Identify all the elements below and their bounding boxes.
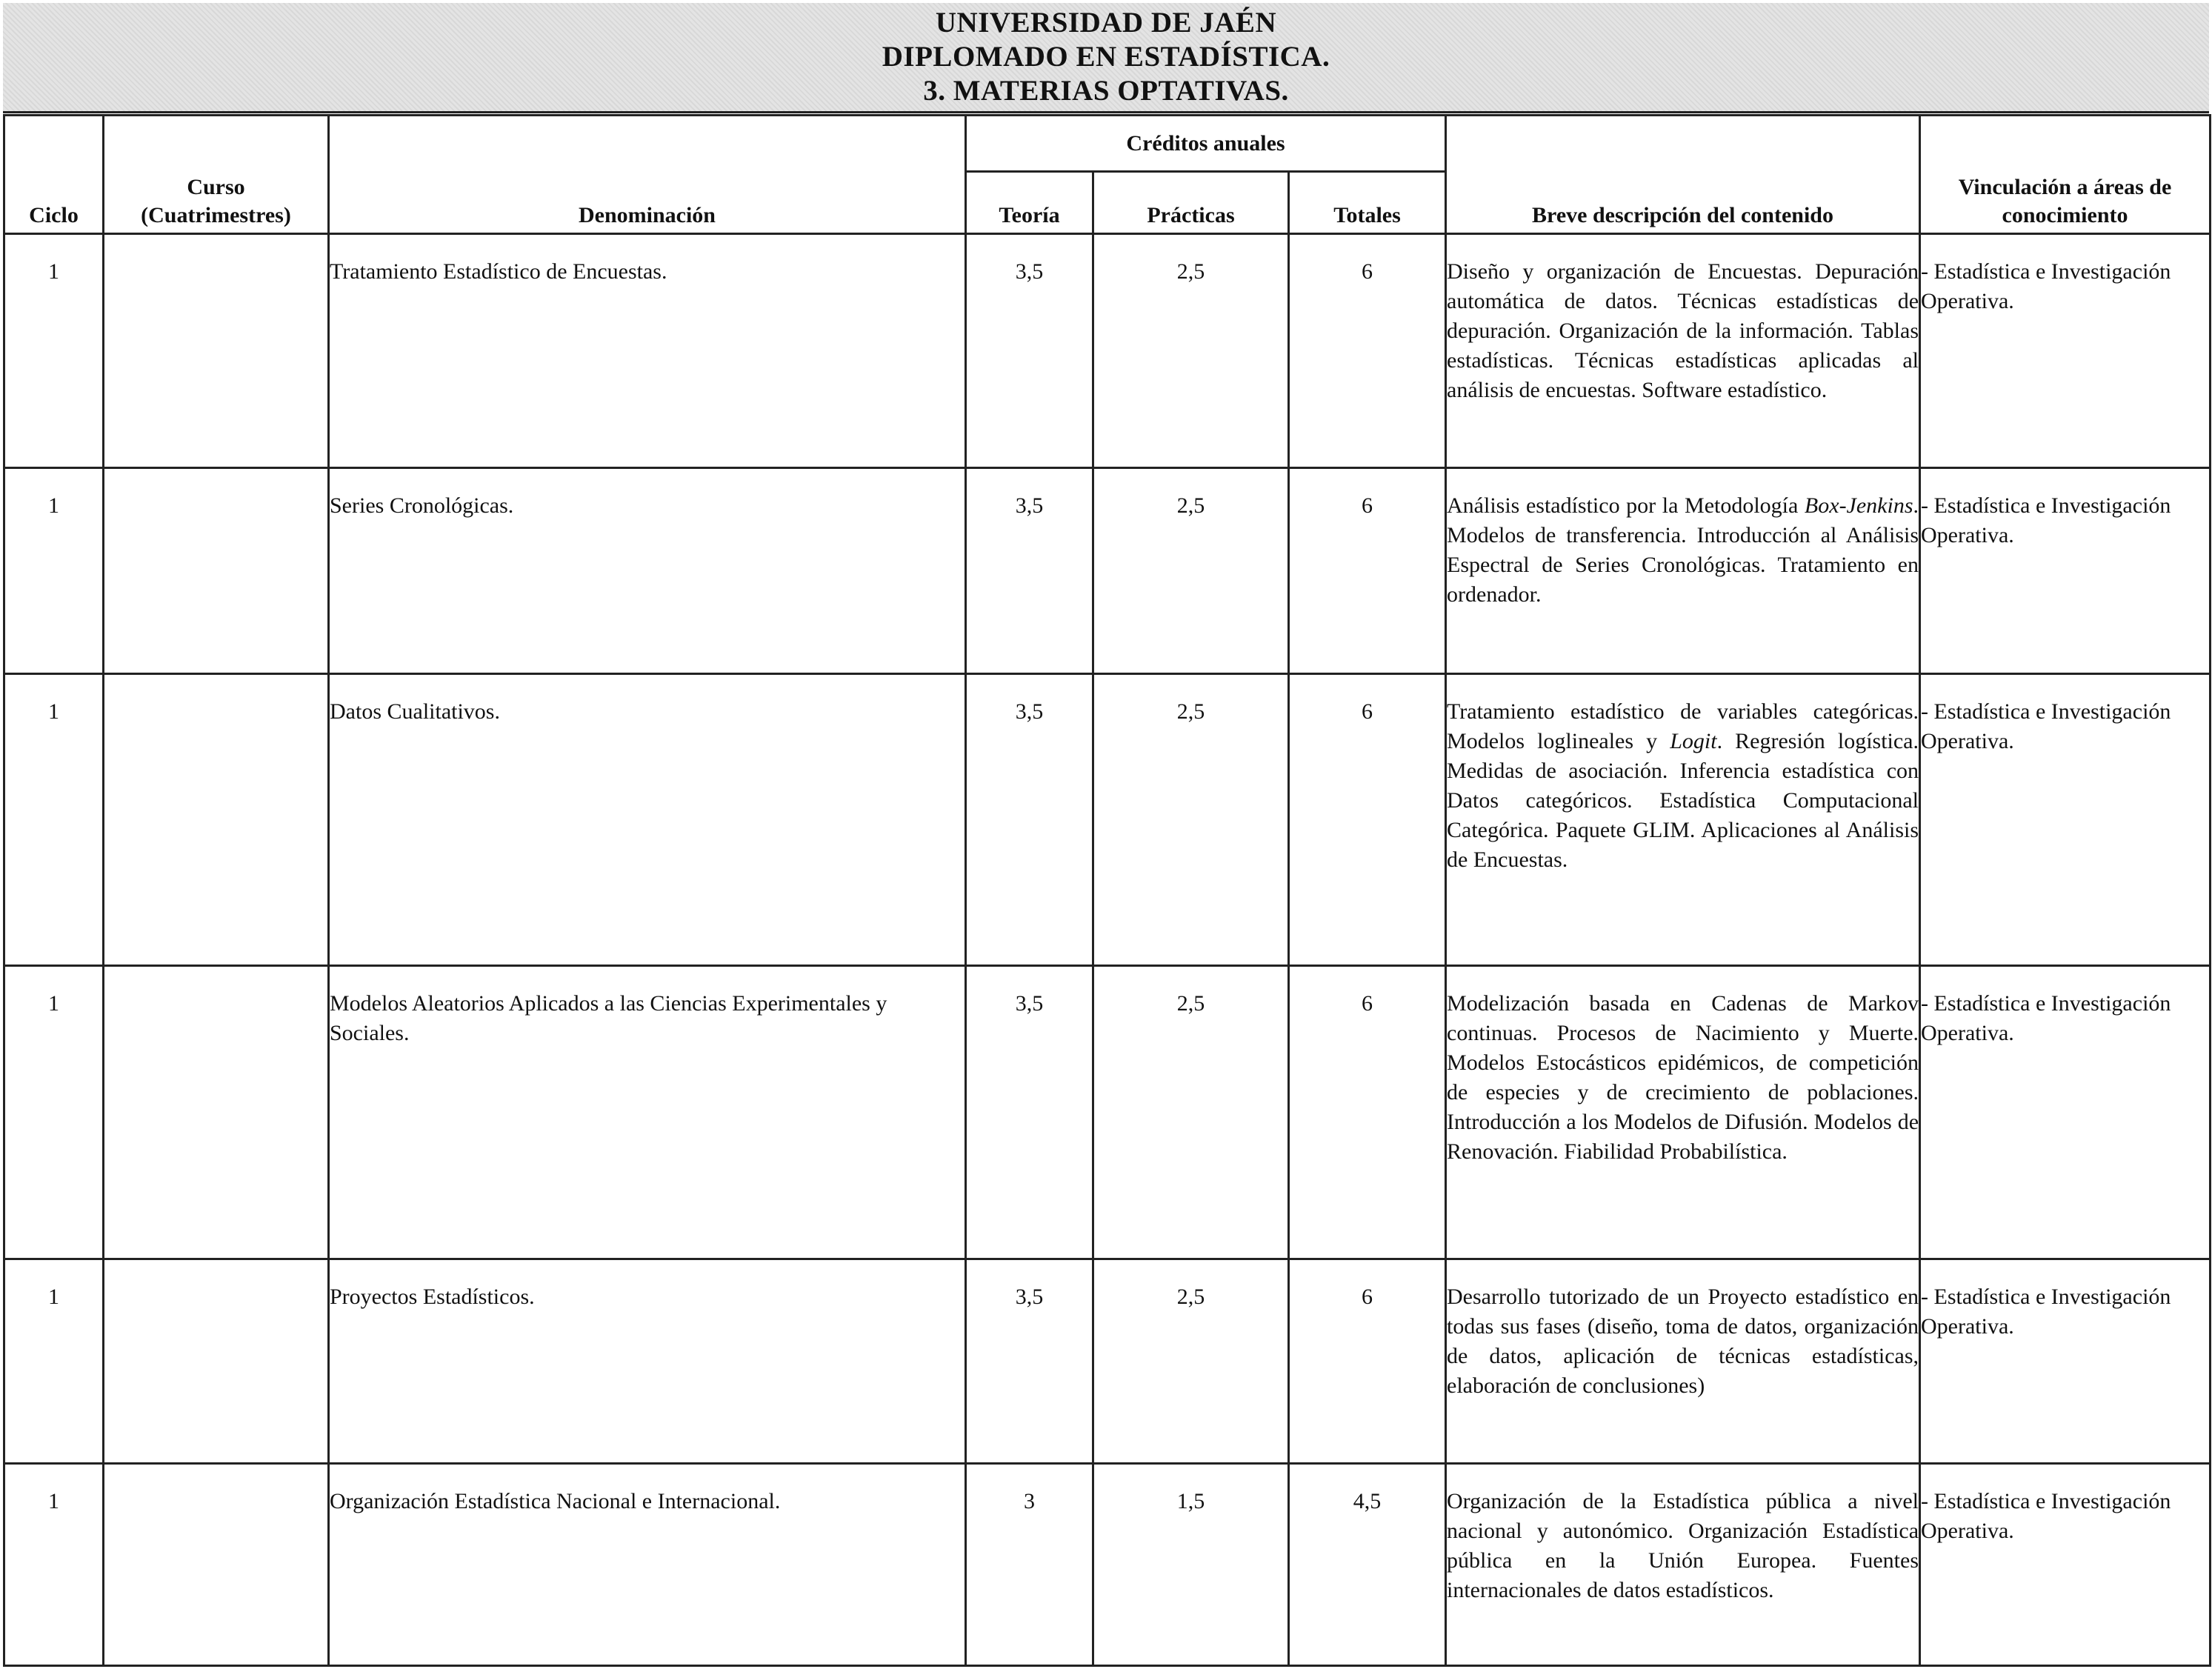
cell-totales: 6: [1289, 468, 1446, 674]
table-row: [4, 966, 2211, 1259]
cell-ciclo: 1: [4, 1259, 104, 1464]
cell-ciclo: 1: [4, 1464, 104, 1666]
cell-area: - Estadística e Investigación Operativa.: [1920, 1464, 2211, 1666]
cell-denominacion: Modelos Aleatorios Aplicados a las Ciencias Experimentales y Sociales.: [329, 966, 966, 1259]
cell-practicas: 2,5: [1093, 234, 1289, 468]
cell-teoria: 3,5: [966, 234, 1093, 468]
cell-practicas: 2,5: [1093, 1259, 1289, 1464]
cell-curso: [104, 234, 329, 468]
cell-descripcion: Modelización basada en Cadenas de Markov continuas. Procesos de Nacimiento y Muerte. Modelos Estocásticos epidémicos, de competición de especies y de crecimiento de poblaciones. Introducción a los Modelos de Difusión. Modelos de Renovación. Fiabilidad Probabilística.: [1446, 966, 1920, 1259]
cell-denominacion: Series Cronológicas.: [329, 468, 966, 674]
col-header-curso-label: Curso: [187, 175, 245, 199]
cell-descripcion: Desarrollo tutorizado de un Proyecto estadístico en todas sus fases (diseño, toma de datos, organización de datos, aplicación de técnicas estadísticas, elaboración de conclusiones): [1446, 1259, 1920, 1464]
university-name: UNIVERSIDAD DE JAÉN: [935, 7, 1277, 39]
col-header-denominacion: Denominación: [329, 116, 966, 234]
cell-teoria: 3: [966, 1464, 1093, 1666]
cell-curso: [104, 468, 329, 674]
cell-denominacion: Tratamiento Estadístico de Encuestas.: [329, 234, 966, 468]
cell-area: - Estadística e Investigación Operativa.: [1920, 674, 2211, 966]
cell-teoria: 3,5: [966, 674, 1093, 966]
cell-ciclo: 1: [4, 966, 104, 1259]
cell-totales: 6: [1289, 234, 1446, 468]
cell-ciclo: 1: [4, 468, 104, 674]
cell-totales: 4,5: [1289, 1464, 1446, 1666]
table-row: [4, 1464, 2211, 1666]
cell-curso: [104, 1464, 329, 1666]
col-header-teoria: Teoría: [966, 172, 1093, 234]
cell-curso: [104, 1259, 329, 1464]
cell-descripcion: Diseño y organización de Encuestas. Depuración automática de datos. Técnicas estadísticas de depuración. Organización de la información. Tablas estadísticas. Técnicas estadísticas aplicadas al análisis de encuestas. Software estadístico.: [1446, 234, 1920, 468]
cell-practicas: 1,5: [1093, 1464, 1289, 1666]
cell-area: - Estadística e Investigación Operativa.: [1920, 966, 2211, 1259]
col-header-vinculacion: Vinculación a áreas de conocimiento: [1920, 116, 2211, 234]
cell-descripcion: Análisis estadístico por la Metodología Box-Jenkins. Modelos de transferencia. Introducción al Análisis Espectral de Series Cronológicas. Tratamiento en ordenador.: [1446, 468, 1920, 674]
table-row: [4, 674, 2211, 966]
degree-title: DIPLOMADO EN ESTADÍSTICA.: [882, 41, 1330, 73]
table-row: [4, 468, 2211, 674]
cell-totales: 6: [1289, 674, 1446, 966]
cell-practicas: 2,5: [1093, 674, 1289, 966]
cell-denominacion: Organización Estadística Nacional e Internacional.: [329, 1464, 966, 1666]
col-header-curso: [104, 116, 329, 234]
cell-ciclo: 1: [4, 234, 104, 468]
cell-curso: [104, 674, 329, 966]
cell-denominacion: Proyectos Estadísticos.: [329, 1259, 966, 1464]
cell-ciclo: 1: [4, 674, 104, 966]
col-header-ciclo: Ciclo: [4, 116, 104, 234]
cell-teoria: 3,5: [966, 966, 1093, 1259]
col-header-creditos: Créditos anuales: [966, 116, 1446, 172]
cell-area: - Estadística e Investigación Operativa.: [1920, 468, 2211, 674]
document-header: [3, 3, 2209, 113]
cell-practicas: 2,5: [1093, 468, 1289, 674]
cell-totales: 6: [1289, 1259, 1446, 1464]
col-header-curso-sub: (Cuatrimestres): [141, 203, 291, 227]
col-header-totales: Totales: [1289, 172, 1446, 234]
subjects-table: [3, 114, 2211, 1667]
cell-teoria: 3,5: [966, 468, 1093, 674]
cell-teoria: 3,5: [966, 1259, 1093, 1464]
section-title: 3. MATERIAS OPTATIVAS.: [923, 75, 1289, 107]
cell-totales: 6: [1289, 966, 1446, 1259]
cell-descripcion: Tratamiento estadístico de variables categóricas. Modelos loglineales y Logit. Regresión logística. Medidas de asociación. Inferencia estadística con Datos categóricos. Estadística Computacional Categórica. Paquete GLIM. Aplicaciones al Análisis de Encuestas.: [1446, 674, 1920, 966]
cell-practicas: 2,5: [1093, 966, 1289, 1259]
cell-descripcion: Organización de la Estadística pública a nivel nacional y autonómico. Organización Estadística pública en la Unión Europea. Fuentes internacionales de datos estadísticos.: [1446, 1464, 1920, 1666]
cell-denominacion: Datos Cualitativos.: [329, 674, 966, 966]
col-header-practicas: Prácticas: [1093, 172, 1289, 234]
cell-area: - Estadística e Investigación Operativa.: [1920, 234, 2211, 468]
cell-curso: [104, 966, 329, 1259]
table-row: [4, 234, 2211, 468]
col-header-descripcion: Breve descripción del contenido: [1446, 116, 1920, 234]
table-row: [4, 1259, 2211, 1464]
cell-area: - Estadística e Investigación Operativa.: [1920, 1259, 2211, 1464]
